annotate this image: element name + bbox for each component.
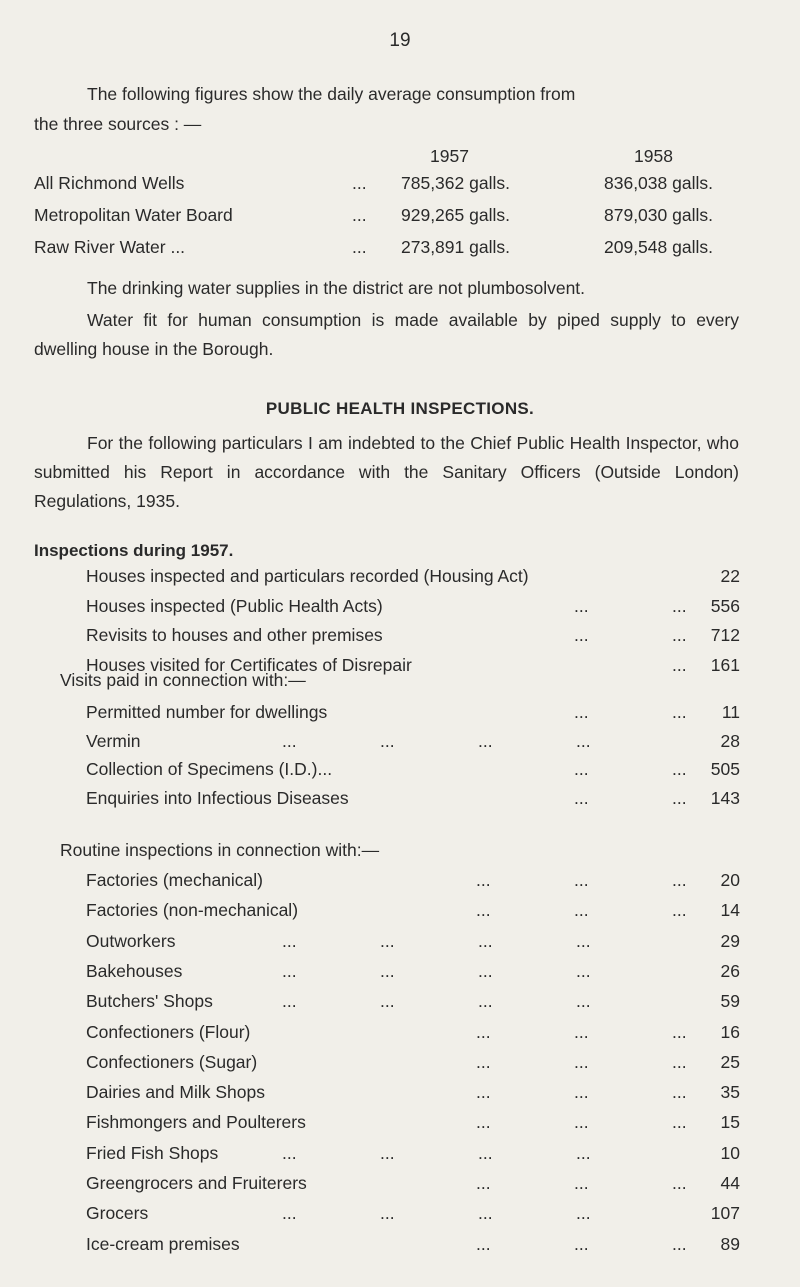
dot-leader: ... [574,759,589,779]
water-source: Raw River Water ... [34,237,186,257]
dot-leader: ... [672,900,687,921]
dot-leader: ... [576,1142,591,1163]
dot-leader: ... [380,930,395,951]
dot-leader: ... [476,1112,491,1133]
list-item [86,1022,740,1046]
dot-leader: ... [672,702,687,722]
dot-leader: ... [380,960,395,981]
visits-heading: Visits paid in connection with:— [60,670,306,690]
item-label: Confectioners (Flour) [86,1021,251,1042]
dot-leader: ... [478,730,493,751]
dot-leader: ... [574,1082,589,1103]
dot-leader: ... [576,991,591,1012]
item-label: Fishmongers and Poulterers [86,1112,306,1133]
water-row [34,205,774,229]
item-label: Factories (non-mechanical) [86,900,299,921]
dot-leader: ... [574,625,589,645]
dot-leader: ... [352,237,367,257]
item-label: Vermin [86,730,141,751]
dot-leader: ... [672,1173,687,1193]
water-value-1958: 879,030 galls. [604,205,713,225]
dot-leader: ... [574,900,589,921]
item-value: 89 [720,1233,740,1254]
item-value: 107 [710,1203,740,1224]
plumbosolvent-text: The drinking water supplies in the district are not plumbosolvent. [87,278,586,298]
page-number: 19 [389,30,411,51]
list-item [86,1052,740,1076]
dot-leader: ... [282,930,297,951]
intro-line-1: The following figures show the daily average consumption from [87,84,576,104]
item-label: Greengrocers and Fruiterers [86,1173,307,1193]
water-source: All Richmond Wells [34,173,185,193]
item-value: 26 [720,960,740,981]
dot-leader: ... [576,1203,591,1224]
list-item [86,931,740,955]
dot-leader: ... [574,1051,589,1072]
dot-leader: ... [576,930,591,951]
dot-leader: ... [672,870,687,890]
list-item [86,1203,740,1227]
dot-leader: ... [478,1142,493,1163]
list-item [86,1234,740,1258]
dot-leader: ... [478,930,493,951]
piped-supply-paragraph: Water fit for human consumption is made available by piped supply to every dwelling house in the Borough. [34,310,739,359]
item-label: Houses visited for Certificates of Disrepair [86,654,412,675]
list-item [86,870,740,894]
item-label: Butchers' Shops [86,991,213,1012]
dot-leader: ... [380,991,395,1012]
dot-leader: ... [574,595,589,616]
dot-leader: ... [282,991,297,1012]
list-item [86,625,740,649]
item-value: 28 [720,730,740,751]
dot-leader: ... [576,960,591,981]
item-value: 20 [720,870,740,890]
list-item [86,702,740,726]
item-value: 29 [720,930,740,951]
dot-leader: ... [672,1233,687,1254]
item-value: 712 [710,625,740,645]
dot-leader: ... [574,787,589,808]
intro-line-2: the three sources : — [34,114,202,134]
dot-leader: ... [476,1051,491,1072]
dot-leader: ... [672,759,687,779]
list-item [86,596,740,620]
water-value-1957: 273,891 galls. [401,237,510,257]
dot-leader: ... [574,870,589,890]
item-label: Houses inspected and particulars recorded (Housing Act) [86,566,529,586]
item-value: 143 [710,787,740,808]
dot-leader: ... [672,1051,687,1072]
item-label: Confectioners (Sugar) [86,1051,258,1072]
section-intro-paragraph: For the following particulars I am indebted to the Chief Public Health Inspector, who submitted his Report in accordance with the Sanitary Officers (Outside London) Regulations, 1935. [34,433,739,511]
dot-leader: ... [476,1233,491,1254]
item-value: 556 [710,595,740,616]
item-value: 14 [720,900,740,921]
dot-leader: ... [380,1203,395,1224]
list-item [86,731,740,755]
section-heading: PUBLIC HEALTH INSPECTIONS. [265,399,535,418]
dot-leader: ... [282,730,297,751]
list-item [86,1082,740,1106]
item-label: Collection of Specimens (I.D.)... [86,759,333,779]
list-item [86,900,740,924]
dot-leader: ... [672,625,687,645]
dot-leader: ... [282,1142,297,1163]
year-1957-header: 1957 [430,146,469,166]
item-label: Revisits to houses and other premises [86,625,383,645]
item-label: Fried Fish Shops [86,1142,219,1163]
list-item [86,1143,740,1167]
item-label: Houses inspected (Public Health Acts) [86,595,383,616]
water-row [34,173,774,197]
dot-leader: ... [672,1082,687,1103]
item-value: 22 [720,566,740,586]
dot-leader: ... [282,1203,297,1224]
item-label: Permitted number for dwellings [86,702,328,722]
item-value: 35 [720,1082,740,1103]
item-value: 161 [710,654,740,675]
list-item [86,759,740,783]
item-value: 15 [720,1112,740,1133]
water-row [34,237,774,261]
dot-leader: ... [476,900,491,921]
item-label: Factories (mechanical) [86,870,263,890]
dot-leader: ... [352,205,367,225]
inspections-heading: Inspections during 1957. [34,541,234,560]
list-item [86,991,740,1015]
dot-leader: ... [476,1082,491,1103]
dot-leader: ... [576,730,591,751]
dot-leader: ... [672,1112,687,1133]
water-source: Metropolitan Water Board [34,205,233,225]
dot-leader: ... [672,595,687,616]
item-value: 59 [720,991,740,1012]
dot-leader: ... [478,1203,493,1224]
water-value-1957: 929,265 galls. [401,205,510,225]
list-item [86,788,740,812]
item-label: Enquiries into Infectious Diseases [86,787,349,808]
year-1958-header: 1958 [634,146,673,166]
water-value-1958: 836,038 galls. [604,173,713,193]
water-value-1958: 209,548 galls. [604,237,713,257]
item-value: 16 [720,1021,740,1042]
item-label: Outworkers [86,930,176,951]
dot-leader: ... [476,1021,491,1042]
dot-leader: ... [672,654,687,675]
item-label: Bakehouses [86,960,183,981]
dot-leader: ... [476,1173,491,1193]
item-label: Grocers [86,1203,149,1224]
dot-leader: ... [478,991,493,1012]
routine-heading: Routine inspections in connection with:— [60,840,380,860]
item-label: Ice-cream premises [86,1233,240,1254]
item-label: Dairies and Milk Shops [86,1082,265,1103]
item-value: 10 [720,1142,740,1163]
dot-leader: ... [478,960,493,981]
list-item [86,1173,740,1197]
item-value: 44 [720,1173,740,1193]
dot-leader: ... [574,1112,589,1133]
dot-leader: ... [476,870,491,890]
list-item [86,961,740,985]
dot-leader: ... [352,173,367,193]
dot-leader: ... [574,1021,589,1042]
water-value-1957: 785,362 galls. [401,173,510,193]
list-item [86,1112,740,1136]
dot-leader: ... [380,730,395,751]
list-item [86,566,740,590]
dot-leader: ... [380,1142,395,1163]
item-value: 25 [720,1051,740,1072]
item-value: 505 [710,759,740,779]
dot-leader: ... [282,960,297,981]
dot-leader: ... [574,1233,589,1254]
item-value: 11 [721,702,740,722]
dot-leader: ... [574,1173,589,1193]
dot-leader: ... [574,702,589,722]
dot-leader: ... [672,1021,687,1042]
dot-leader: ... [672,787,687,808]
